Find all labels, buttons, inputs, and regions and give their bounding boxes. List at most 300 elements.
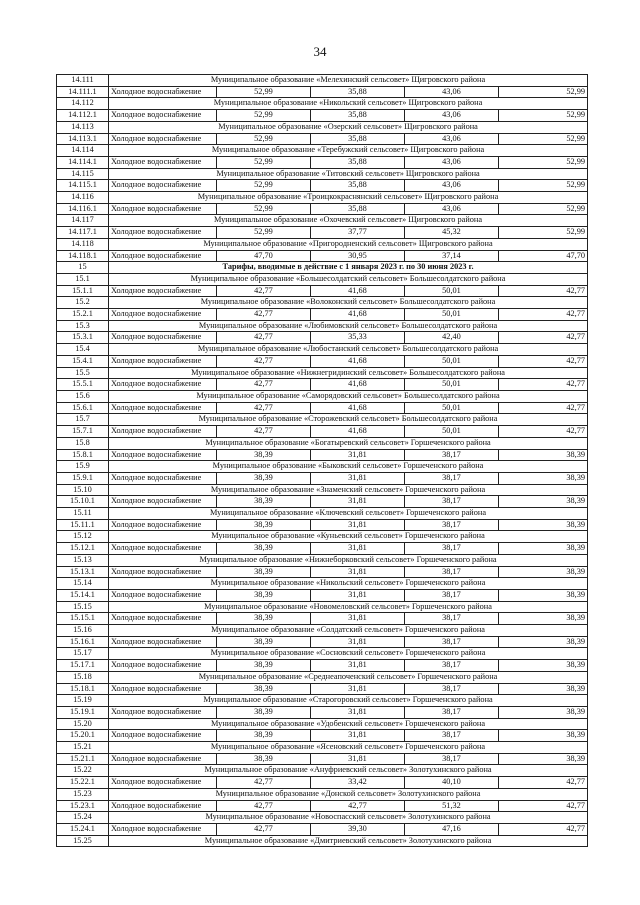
row-number: 15.19 [57,695,109,707]
service-name: Холодное водоснабжение [109,285,217,297]
row-number: 15.14.1 [57,589,109,601]
service-name: Холодное водоснабжение [109,449,217,461]
tariff-value: 38,39 [499,496,588,508]
tariff-value: 52,99 [499,203,588,215]
service-name: Холодное водоснабжение [109,589,217,601]
municipality-row [57,695,588,707]
row-number: 14.118 [57,238,109,250]
tariff-row [57,133,588,145]
tariff-value: 38,39 [217,660,311,672]
row-number: 15.13 [57,554,109,566]
tariff-value: 38,39 [217,543,311,555]
row-number: 15.11.1 [57,519,109,531]
row-number: 15.21.1 [57,753,109,765]
tariff-value: 37,77 [311,227,405,239]
tariff-value: 42,77 [217,777,311,789]
tariff-row [57,110,588,122]
tariff-value: 31,81 [311,683,405,695]
row-number: 15.22.1 [57,777,109,789]
tariff-value: 35,88 [311,156,405,168]
row-number: 15.2 [57,297,109,309]
service-name: Холодное водоснабжение [109,777,217,789]
row-number: 15.23.1 [57,800,109,812]
tariff-value: 38,39 [217,589,311,601]
tariff-value: 33,42 [311,777,405,789]
tariff-value: 50,01 [405,426,499,438]
row-number: 15.5 [57,367,109,379]
tariff-value: 42,77 [499,355,588,367]
tariff-value: 38,17 [405,730,499,742]
municipality-row [57,390,588,402]
municipality-name: Муниципальное образование «Троицкокраснянский сельсовет» Щигровского района [109,192,588,204]
tariff-row [57,250,588,262]
row-number: 15.11 [57,508,109,520]
municipality-name: Муниципальное образование «Среднеапоченский сельсовет» Горшеченского района [109,671,588,683]
municipality-row [57,461,588,473]
municipality-row [57,788,588,800]
tariff-value: 43,06 [405,110,499,122]
row-number: 14.118.1 [57,250,109,262]
tariff-value: 42,77 [499,379,588,391]
municipality-row [57,508,588,520]
service-name: Холодное водоснабжение [109,660,217,672]
municipality-row [57,648,588,660]
tariff-value: 42,77 [499,332,588,344]
tariff-value: 52,99 [217,203,311,215]
tariff-value: 38,39 [217,566,311,578]
tariff-value: 50,01 [405,285,499,297]
section-heading-row [57,262,588,274]
municipality-name: Муниципальное образование «Удобенский сельсовет» Горшеченского района [109,718,588,730]
municipality-name: Муниципальное образование «Дмитриевский сельсовет» Золотухинского района [109,835,588,847]
tariff-value: 38,17 [405,660,499,672]
tariff-row [57,566,588,578]
tariff-row [57,706,588,718]
row-number: 14.113.1 [57,133,109,145]
municipality-name: Муниципальное образование «Большесолдатский сельсовет» Большесолдатского района [109,273,588,285]
municipality-name: Муниципальное образование «Сосновский сельсовет» Горшеченского района [109,648,588,660]
tariff-value: 52,99 [217,110,311,122]
row-number: 15.8 [57,437,109,449]
row-number: 15.23 [57,788,109,800]
row-number: 15.21 [57,742,109,754]
municipality-name: Муниципальное образование «Донской сельсовет» Золотухинского района [109,788,588,800]
tariff-value: 38,17 [405,519,499,531]
tariff-value: 42,77 [499,309,588,321]
row-number: 15.19.1 [57,706,109,718]
row-number: 15.12 [57,531,109,543]
tariff-value: 38,39 [499,472,588,484]
row-number: 15.16.1 [57,636,109,648]
tariff-value: 38,17 [405,613,499,625]
tariff-value: 38,17 [405,496,499,508]
tariff-value: 41,68 [311,402,405,414]
tariff-row [57,777,588,789]
municipality-row [57,215,588,227]
service-name: Холодное водоснабжение [109,706,217,718]
tariff-value: 38,39 [499,730,588,742]
row-number: 15.1 [57,273,109,285]
tariff-value: 38,39 [217,613,311,625]
tariff-value: 42,77 [217,426,311,438]
service-name: Холодное водоснабжение [109,496,217,508]
row-number: 15.15 [57,601,109,613]
tariff-value: 42,77 [499,402,588,414]
row-number: 15.4.1 [57,355,109,367]
tariff-row [57,86,588,98]
municipality-row [57,812,588,824]
row-number: 14.112.1 [57,110,109,122]
tariff-value: 31,81 [311,449,405,461]
service-name: Холодное водоснабжение [109,402,217,414]
row-number: 15.22 [57,765,109,777]
tariff-row [57,332,588,344]
municipality-row [57,718,588,730]
tariff-value: 38,17 [405,472,499,484]
tariff-value: 42,77 [499,285,588,297]
service-name: Холодное водоснабжение [109,519,217,531]
tariff-value: 41,68 [311,426,405,438]
tariff-value: 31,81 [311,706,405,718]
tariff-table [56,74,588,847]
tariff-value: 38,39 [499,706,588,718]
tariff-value: 38,39 [499,683,588,695]
tariff-row [57,800,588,812]
tariff-value: 31,81 [311,519,405,531]
tariff-value: 38,39 [217,472,311,484]
service-name: Холодное водоснабжение [109,379,217,391]
municipality-row [57,320,588,332]
tariff-value: 52,99 [499,156,588,168]
municipality-row [57,238,588,250]
tariff-value: 35,88 [311,180,405,192]
tariff-row [57,449,588,461]
municipality-row [57,742,588,754]
row-number: 15.6 [57,390,109,402]
municipality-name: Муниципальное образование «Знаменский сельсовет» Горшеченского района [109,484,588,496]
tariff-value: 42,77 [499,777,588,789]
tariff-value: 31,81 [311,753,405,765]
tariff-value: 51,32 [405,800,499,812]
tariff-value: 50,01 [405,355,499,367]
service-name: Холодное водоснабжение [109,250,217,262]
tariff-value: 31,81 [311,730,405,742]
tariff-value: 38,39 [217,496,311,508]
tariff-value: 41,68 [311,309,405,321]
municipality-row [57,484,588,496]
municipality-name: Муниципальное образование «Любимовский сельсовет» Большесолдатского района [109,320,588,332]
tariff-value: 37,14 [405,250,499,262]
municipality-row [57,765,588,777]
row-number: 14.111 [57,75,109,87]
municipality-name: Муниципальное образование «Волоконский сельсовет» Большесолдатского района [109,297,588,309]
municipality-name: Муниципальное образование «Сторожевский сельсовет» Большесолдатского района [109,414,588,426]
service-name: Холодное водоснабжение [109,180,217,192]
tariff-row [57,753,588,765]
tariff-value: 31,81 [311,589,405,601]
tariff-value: 38,39 [217,730,311,742]
tariff-value: 35,88 [311,110,405,122]
tariff-value: 38,17 [405,589,499,601]
municipality-name: Муниципальное образование «Старогоровский сельсовет» Горшеченского района [109,695,588,707]
tariff-value: 38,39 [499,613,588,625]
municipality-name: Муниципальное образование «Пригородненский сельсовет» Щигровского района [109,238,588,250]
tariff-row [57,543,588,555]
tariff-value: 38,39 [217,449,311,461]
tariff-value: 38,39 [217,753,311,765]
tariff-value: 38,17 [405,449,499,461]
row-number: 14.115.1 [57,180,109,192]
tariff-value: 41,68 [311,379,405,391]
tariff-value: 38,17 [405,566,499,578]
tariff-value: 42,77 [499,824,588,836]
tariff-row [57,227,588,239]
tariff-value: 38,39 [499,660,588,672]
municipality-row [57,367,588,379]
service-name: Холодное водоснабжение [109,156,217,168]
tariff-row [57,180,588,192]
tariff-value: 43,06 [405,180,499,192]
row-number: 15.1.1 [57,285,109,297]
tariff-value: 38,17 [405,706,499,718]
tariff-value: 31,81 [311,543,405,555]
service-name: Холодное водоснабжение [109,472,217,484]
tariff-row [57,613,588,625]
tariff-table-body [57,75,588,847]
municipality-name: Муниципальное образование «Ключевский сельсовет» Горшеченского района [109,508,588,520]
service-name: Холодное водоснабжение [109,800,217,812]
row-number: 14.117.1 [57,227,109,239]
tariff-value: 47,70 [217,250,311,262]
service-name: Холодное водоснабжение [109,613,217,625]
municipality-name: Муниципальное образование «Никольский сельсовет» Горшеченского района [109,578,588,590]
tariff-value: 38,17 [405,543,499,555]
tariff-value: 42,77 [217,285,311,297]
municipality-row [57,98,588,110]
tariff-value: 52,99 [499,180,588,192]
municipality-name: Муниципальное образование «Никольский сельсовет» Щигровского района [109,98,588,110]
row-number: 14.113 [57,121,109,133]
municipality-name: Муниципальное образование «Охочевский сельсовет» Щигровского района [109,215,588,227]
tariff-value: 38,17 [405,636,499,648]
service-name: Холодное водоснабжение [109,355,217,367]
tariff-value: 41,68 [311,355,405,367]
municipality-name: Муниципальное образование «Нижнегридинский сельсовет» Большесолдатского района [109,367,588,379]
service-name: Холодное водоснабжение [109,426,217,438]
tariff-row [57,683,588,695]
tariff-row [57,426,588,438]
row-number: 15.25 [57,835,109,847]
service-name: Холодное водоснабжение [109,86,217,98]
row-number: 15.10.1 [57,496,109,508]
row-number: 15.18.1 [57,683,109,695]
municipality-name: Муниципальное образование «Нижнеборковский сельсовет» Горшеченского района [109,554,588,566]
municipality-name: Муниципальное образование «Ануфриевский сельсовет» Золотухинского района [109,765,588,777]
service-name: Холодное водоснабжение [109,683,217,695]
row-number: 15.6.1 [57,402,109,414]
row-number: 15.20.1 [57,730,109,742]
tariff-value: 47,16 [405,824,499,836]
tariff-row [57,402,588,414]
row-number: 14.116.1 [57,203,109,215]
tariff-value: 43,06 [405,156,499,168]
tariff-value: 42,77 [217,824,311,836]
service-name: Холодное водоснабжение [109,309,217,321]
tariff-value: 38,39 [217,519,311,531]
tariff-value: 38,39 [217,683,311,695]
municipality-row [57,554,588,566]
row-number: 15.24 [57,812,109,824]
tariff-value: 38,39 [499,753,588,765]
row-number: 15.12.1 [57,543,109,555]
section-title: Тарифы, вводимые в действие с 1 января 2023 г. по 30 июня 2023 г. [109,262,588,274]
tariff-value: 42,77 [217,402,311,414]
row-number: 15.17.1 [57,660,109,672]
municipality-row [57,437,588,449]
municipality-name: Муниципальное образование «Быковский сельсовет» Горшеченского района [109,461,588,473]
row-number: 14.117 [57,215,109,227]
tariff-value: 31,81 [311,660,405,672]
row-number: 15.18 [57,671,109,683]
municipality-row [57,168,588,180]
tariff-value: 35,33 [311,332,405,344]
service-name: Холодное водоснабжение [109,543,217,555]
tariff-value: 42,40 [405,332,499,344]
tariff-value: 50,01 [405,402,499,414]
municipality-row [57,344,588,356]
tariff-value: 38,17 [405,683,499,695]
tariff-value: 52,99 [217,227,311,239]
tariff-value: 52,99 [217,156,311,168]
row-number: 15.7 [57,414,109,426]
municipality-row [57,531,588,543]
tariff-value: 42,77 [217,800,311,812]
row-number: 15.16 [57,625,109,637]
municipality-row [57,192,588,204]
row-number: 14.114 [57,145,109,157]
tariff-row [57,355,588,367]
row-number: 15.8.1 [57,449,109,461]
row-number: 14.112 [57,98,109,110]
tariff-value: 52,99 [499,227,588,239]
tariff-value: 35,88 [311,203,405,215]
tariff-value: 50,01 [405,309,499,321]
row-number: 14.114.1 [57,156,109,168]
tariff-value: 50,01 [405,379,499,391]
tariff-row [57,824,588,836]
tariff-row [57,309,588,321]
row-number: 15.14 [57,578,109,590]
municipality-name: Муниципальное образование «Теребужский сельсовет» Щигровского района [109,145,588,157]
municipality-name: Муниципальное образование «Куньевский сельсовет» Горшеченского района [109,531,588,543]
tariff-value: 42,77 [499,800,588,812]
tariff-value: 38,39 [499,589,588,601]
tariff-value: 52,99 [217,86,311,98]
tariff-value: 43,06 [405,86,499,98]
municipality-name: Муниципальное образование «Солдатский сельсовет» Горшеченского района [109,625,588,637]
row-number: 15.17 [57,648,109,660]
tariff-value: 41,68 [311,285,405,297]
row-number: 15.7.1 [57,426,109,438]
tariff-value: 31,81 [311,496,405,508]
tariff-value: 42,77 [217,355,311,367]
row-number: 15.15.1 [57,613,109,625]
tariff-row [57,156,588,168]
service-name: Холодное водоснабжение [109,133,217,145]
municipality-row [57,578,588,590]
page-number: 34 [313,44,327,59]
tariff-value: 38,39 [499,449,588,461]
municipality-name: Муниципальное образование «Мелехинский сельсовет» Щигровского района [109,75,588,87]
tariff-value: 45,32 [405,227,499,239]
service-name: Холодное водоснабжение [109,730,217,742]
municipality-name: Муниципальное образование «Любостанский сельсовет» Большесолдатского района [109,344,588,356]
tariff-value: 42,77 [499,426,588,438]
tariff-row [57,203,588,215]
row-number: 14.111.1 [57,86,109,98]
service-name: Холодное водоснабжение [109,566,217,578]
tariff-value: 38,39 [499,519,588,531]
tariff-row [57,285,588,297]
municipality-row [57,297,588,309]
tariff-value: 38,39 [499,543,588,555]
tariff-value: 31,81 [311,613,405,625]
municipality-row [57,625,588,637]
tariff-value: 52,99 [499,133,588,145]
municipality-name: Муниципальное образование «Богатыревский сельсовет» Горшеченского района [109,437,588,449]
tariff-value: 30,95 [311,250,405,262]
tariff-value: 42,77 [311,800,405,812]
row-number: 15.2.1 [57,309,109,321]
tariff-value: 52,99 [499,110,588,122]
tariff-value: 38,39 [499,566,588,578]
tariff-value: 31,81 [311,566,405,578]
tariff-value: 39,30 [311,824,405,836]
tariff-value: 35,88 [311,86,405,98]
row-number: 15.13.1 [57,566,109,578]
tariff-value: 38,17 [405,753,499,765]
service-name: Холодное водоснабжение [109,203,217,215]
tariff-row [57,472,588,484]
tariff-row [57,379,588,391]
municipality-name: Муниципальное образование «Озерский сельсовет» Щигровского района [109,121,588,133]
row-number: 15.5.1 [57,379,109,391]
row-number: 15.24.1 [57,824,109,836]
municipality-name: Муниципальное образование «Новомеловский сельсовет» Горшеченского района [109,601,588,613]
tariff-value: 52,99 [499,86,588,98]
service-name: Холодное водоснабжение [109,824,217,836]
tariff-row [57,496,588,508]
row-number: 15.3 [57,320,109,332]
municipality-name: Муниципальное образование «Новоспасский сельсовет» Золотухинского района [109,812,588,824]
municipality-name: Муниципальное образование «Ясеновский сельсовет» Горшеченского района [109,742,588,754]
municipality-row [57,145,588,157]
municipality-row [57,121,588,133]
tariff-value: 31,81 [311,636,405,648]
row-number: 15.9.1 [57,472,109,484]
tariff-row [57,660,588,672]
service-name: Холодное водоснабжение [109,753,217,765]
row-number: 14.116 [57,192,109,204]
tariff-value: 47,70 [499,250,588,262]
row-number: 15.9 [57,461,109,473]
tariff-value: 52,99 [217,133,311,145]
service-name: Холодное водоснабжение [109,227,217,239]
municipality-row [57,671,588,683]
tariff-value: 38,39 [217,706,311,718]
municipality-row [57,273,588,285]
row-number: 15.10 [57,484,109,496]
